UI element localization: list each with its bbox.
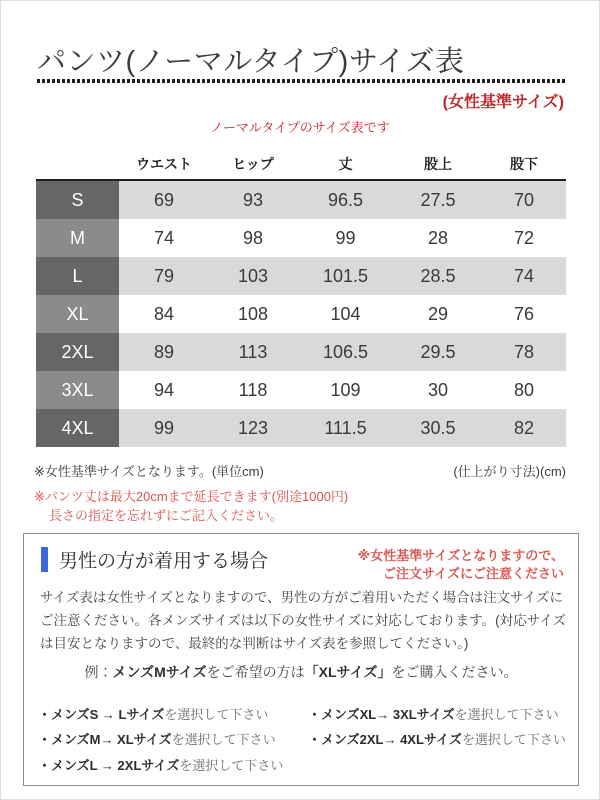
size-table-head	[36, 149, 566, 180]
mapping-tail: を選択して下さい	[454, 707, 559, 722]
cell-inseam: 80	[482, 371, 566, 409]
list-item	[38, 753, 568, 778]
cell-inseam: 70	[482, 180, 566, 219]
column-header-rise: 股上	[394, 149, 482, 180]
footnote-finished-measurement: (仕上がり寸法)(cm)	[453, 464, 566, 479]
cell-inseam: 74	[482, 257, 566, 295]
column-header-hip: ヒップ	[209, 149, 297, 180]
cell-length: 106.5	[297, 333, 394, 371]
cell-waist: 89	[119, 333, 209, 371]
mapping-tail: を選択して下さい	[461, 732, 566, 748]
row-size-label: 4XL	[36, 409, 119, 447]
column-header-inseam: 股下	[482, 149, 566, 180]
cell-length: 109	[297, 371, 394, 409]
cell-length: 101.5	[297, 257, 394, 295]
cell-length: 111.5	[297, 409, 394, 447]
example-mens-size: メンズMサイズ	[112, 664, 207, 680]
cell-rise: 28	[394, 219, 482, 257]
list-item	[38, 702, 568, 727]
cell-rise: 29.5	[394, 333, 482, 371]
mens-guidance-header	[41, 546, 564, 582]
warning-line-1: ※女性基準サイズとなりますので、	[357, 548, 564, 563]
cell-hip: 103	[209, 257, 297, 295]
table-header-row	[36, 149, 566, 180]
cell-hip: 113	[209, 333, 297, 371]
mens-guidance-example	[24, 662, 578, 682]
footnote-unit-note: ※女性基準サイズとなります。(単位cm)	[34, 464, 264, 479]
mapping-tail: を選択して下さい	[171, 732, 276, 748]
mapping-tail: を選択して下さい	[179, 757, 284, 773]
accent-bar-icon	[41, 547, 48, 572]
row-size-label: L	[36, 257, 119, 295]
mens-guidance-title-group	[41, 546, 268, 573]
cell-inseam: 76	[482, 295, 566, 333]
chart-lead-text: ノーマルタイプのサイズ表です	[210, 120, 390, 135]
row-size-label: XL	[36, 295, 119, 333]
table-row	[36, 371, 566, 409]
cell-length: 104	[297, 295, 394, 333]
table-row	[36, 333, 566, 371]
table-row	[36, 409, 566, 447]
column-header-length: 丈	[297, 149, 394, 180]
cell-waist: 84	[119, 295, 209, 333]
mens-guidance-body: サイズ表は女性サイズとなりますので、男性の方がご着用いただく場合は注文サイズにご注意ください。各メンズサイズは以下の女性サイズに対応しております。(対応サイズは目安となりますので、最終的な判断はサイズ表を参照してください。)	[40, 590, 566, 652]
example-middle: をご希望の方は	[206, 664, 305, 680]
mens-guidance-box	[23, 533, 579, 786]
mens-guidance-title: 男性の方が着用する場合	[59, 551, 269, 572]
cell-hip: 123	[209, 409, 297, 447]
cell-hip: 98	[209, 219, 297, 257]
mapping-mens-m: ・メンズM→ XLサイズ	[38, 732, 172, 748]
cell-inseam: 82	[482, 409, 566, 447]
cell-hip: 118	[209, 371, 297, 409]
mapping-cell	[308, 702, 559, 727]
mapping-cell	[308, 727, 566, 752]
list-item	[38, 727, 568, 752]
cell-waist: 79	[119, 257, 209, 295]
table-row	[36, 219, 566, 257]
page-title: パンツ(ノーマルタイプ)サイズ表	[37, 46, 465, 78]
example-suffix: をご購入ください。	[391, 664, 518, 680]
mapping-mens-s: ・メンズS → Lサイズ	[38, 707, 165, 722]
column-header-size	[36, 149, 119, 180]
cell-waist: 74	[119, 219, 209, 257]
title-divider	[37, 79, 566, 83]
mens-guidance-warning	[358, 546, 564, 582]
column-header-waist: ウエスト	[119, 149, 209, 180]
cell-rise: 29	[394, 295, 482, 333]
size-table	[36, 149, 566, 447]
cell-hip: 93	[209, 180, 297, 219]
row-size-label: S	[36, 180, 119, 219]
table-row	[36, 257, 566, 295]
cell-hip: 108	[209, 295, 297, 333]
table-footnote-row	[34, 461, 566, 480]
cell-length: 96.5	[297, 180, 394, 219]
size-table-body	[36, 180, 566, 447]
cell-waist: 99	[119, 409, 209, 447]
mapping-tail: を選択して下さい	[164, 707, 269, 722]
cell-length: 99	[297, 219, 394, 257]
cell-rise: 27.5	[394, 180, 482, 219]
row-size-label: 3XL	[36, 371, 119, 409]
row-size-label: 2XL	[36, 333, 119, 371]
cell-rise: 28.5	[394, 257, 482, 295]
size-mapping-list	[38, 702, 568, 778]
cell-waist: 94	[119, 371, 209, 409]
cell-waist: 69	[119, 180, 209, 219]
example-womens-size: 「XLサイズ」	[304, 664, 392, 680]
mapping-cell	[38, 727, 308, 752]
warning-line-2: ご注文サイズにご注意ください	[383, 565, 564, 581]
mapping-cell	[38, 702, 308, 727]
table-row	[36, 180, 566, 219]
hem-extension-note-line2: 長さの指定を忘れずにご記入ください。	[49, 508, 284, 523]
mapping-cell	[38, 753, 308, 778]
female-standard-size-note: (女性基準サイズ)	[442, 94, 564, 111]
table-row	[36, 295, 566, 333]
cell-inseam: 72	[482, 219, 566, 257]
mapping-mens-2xl: ・メンズ2XL→ 4XLサイズ	[308, 732, 462, 748]
mapping-mens-xl: ・メンズXL→ 3XLサイズ	[308, 707, 455, 722]
cell-rise: 30.5	[394, 409, 482, 447]
cell-inseam: 78	[482, 333, 566, 371]
cell-rise: 30	[394, 371, 482, 409]
hem-extension-note-line1: ※パンツ丈は最大20cmまで延長できます(別途1000円)	[34, 489, 349, 504]
row-size-label: M	[36, 219, 119, 257]
example-prefix: 例：	[84, 664, 113, 680]
mapping-mens-l: ・メンズL → 2XLサイズ	[38, 757, 180, 773]
